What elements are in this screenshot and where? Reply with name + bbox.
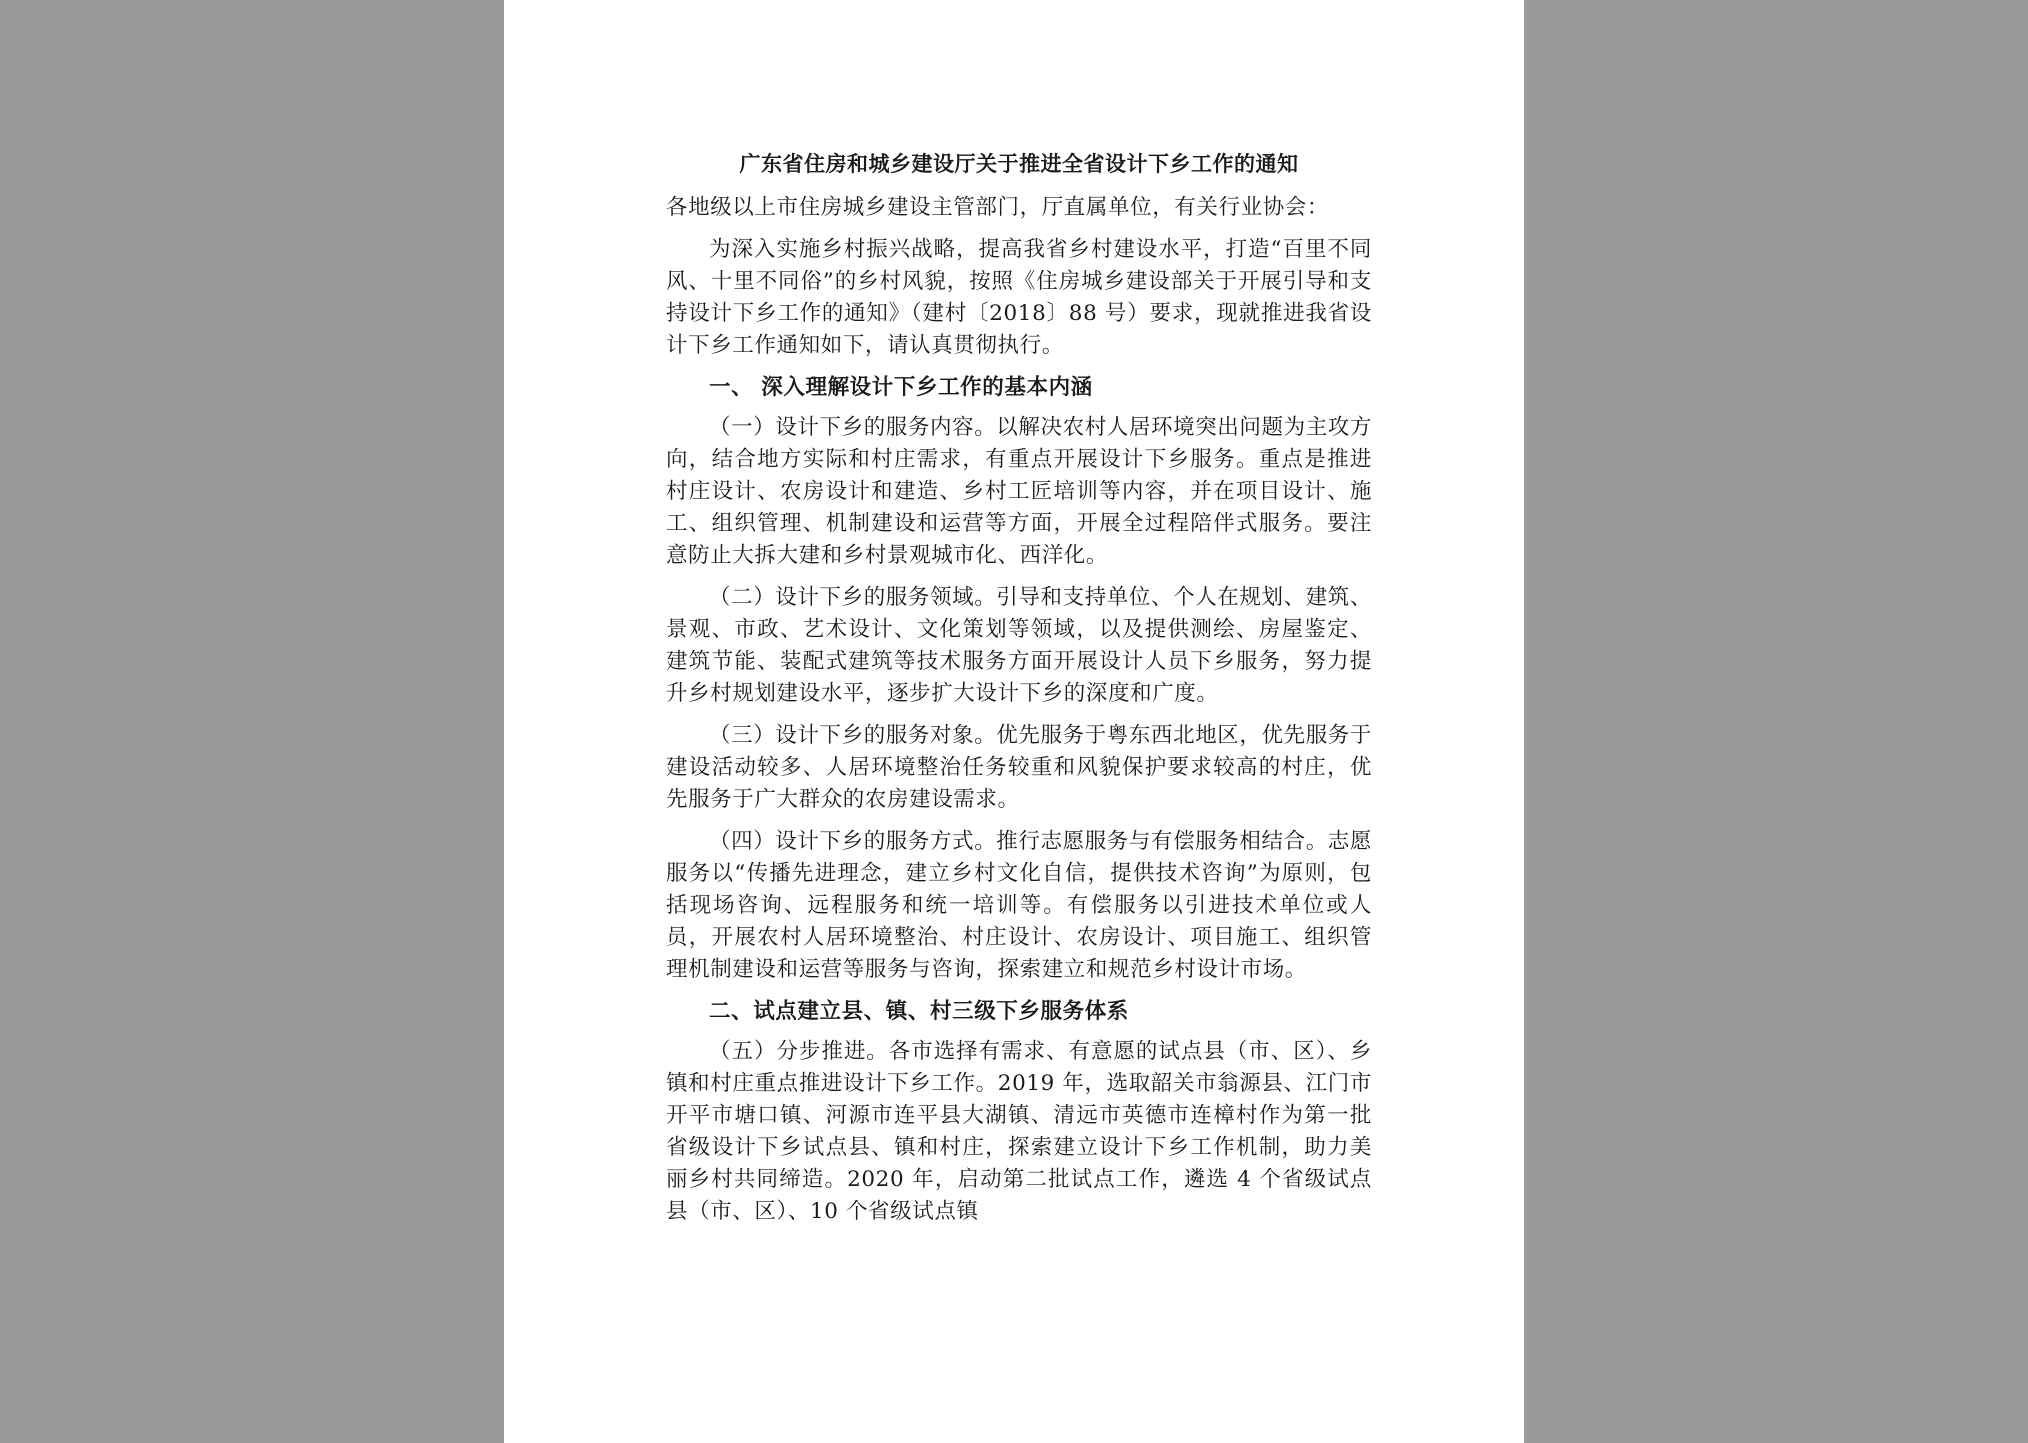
intro-paragraph: 为深入实施乡村振兴战略，提高我省乡村建设水平，打造“百里不同风、十里不同俗”的乡村风貌，按照《住房城乡建设部关于开展引导和支持设计下乡工作的通知》（建村〔2018〕88 号）要求，现就推进我省设计下乡工作通知如下，请认真贯彻执行。 [666,237,1372,358]
item-paragraph-1: （一）设计下乡的服务内容。以解决农村人居环境突出问题为主攻方向，结合地方实际和村庄需求，有重点开展设计下乡服务。重点是推进村庄设计、农房设计和建造、乡村工匠培训等内容，并在项目设计、施工、组织管理、机制建设和运营等方面，开展全过程陪伴式服务。要注意防止大拆大建和乡村景观城市化、西洋化。 [666,415,1373,568]
item-paragraph-3: （三）设计下乡的服务对象。优先服务于粤东西北地区，优先服务于建设活动较多、人居环境整治任务较重和风貌保护要求较高的村庄，优先服务于广大群众的农房建设需求。 [666,723,1373,812]
salutation-paragraph: 各地级以上市住房城乡建设主管部门，厅直属单位，有关行业协会： [666,195,1330,220]
document-page [504,0,1524,1443]
item-paragraph-5: （五）分步推进。各市选择有需求、有意愿的试点县（市、区）、乡镇和村庄重点推进设计下乡工作。2019 年，选取韶关市翁源县、江门市开平市塘口镇、河源市连平县大湖镇、清远市英德市连樟村作为第一批省级设计下乡试点县、镇和村庄，探索建立设计下乡工作机制，助力美丽乡村共同缔造。2020 年，启动第二批试点工作，遴选 4 个省级试点县（市、区）、10 个省级试点镇 [666,1039,1372,1224]
section-heading-2: 二、试点建立县、镇、村三级下乡服务体系 [709,999,1129,1024]
section-heading-1: 一、 深入理解设计下乡工作的基本内涵 [709,375,1093,400]
item-paragraph-2: （二）设计下乡的服务领域。引导和支持单位、个人在规划、建筑、景观、市政、艺术设计、文化策划等领域，以及提供测绘、房屋鉴定、建筑节能、装配式建筑等技术服务方面开展设计人员下乡服务，努力提升乡村规划建设水平，逐步扩大设计下乡的深度和广度。 [666,585,1373,706]
document-title: 广东省住房和城乡建设厅关于推进全省设计下乡工作的通知 [739,151,1299,176]
document-content [666,150,1372,1238]
item-paragraph-4: （四）设计下乡的服务方式。推行志愿服务与有偿服务相结合。志愿服务以“传播先进理念，建立乡村文化自信，提供技术咨询”为原则，包括现场咨询、远程服务和统一培训等。有偿服务以引进技术单位或人员，开展农村人居环境整治、村庄设计、农房设计、项目施工、组织管理机制建设和运营等服务与咨询，探索建立和规范乡村设计市场。 [666,829,1373,982]
